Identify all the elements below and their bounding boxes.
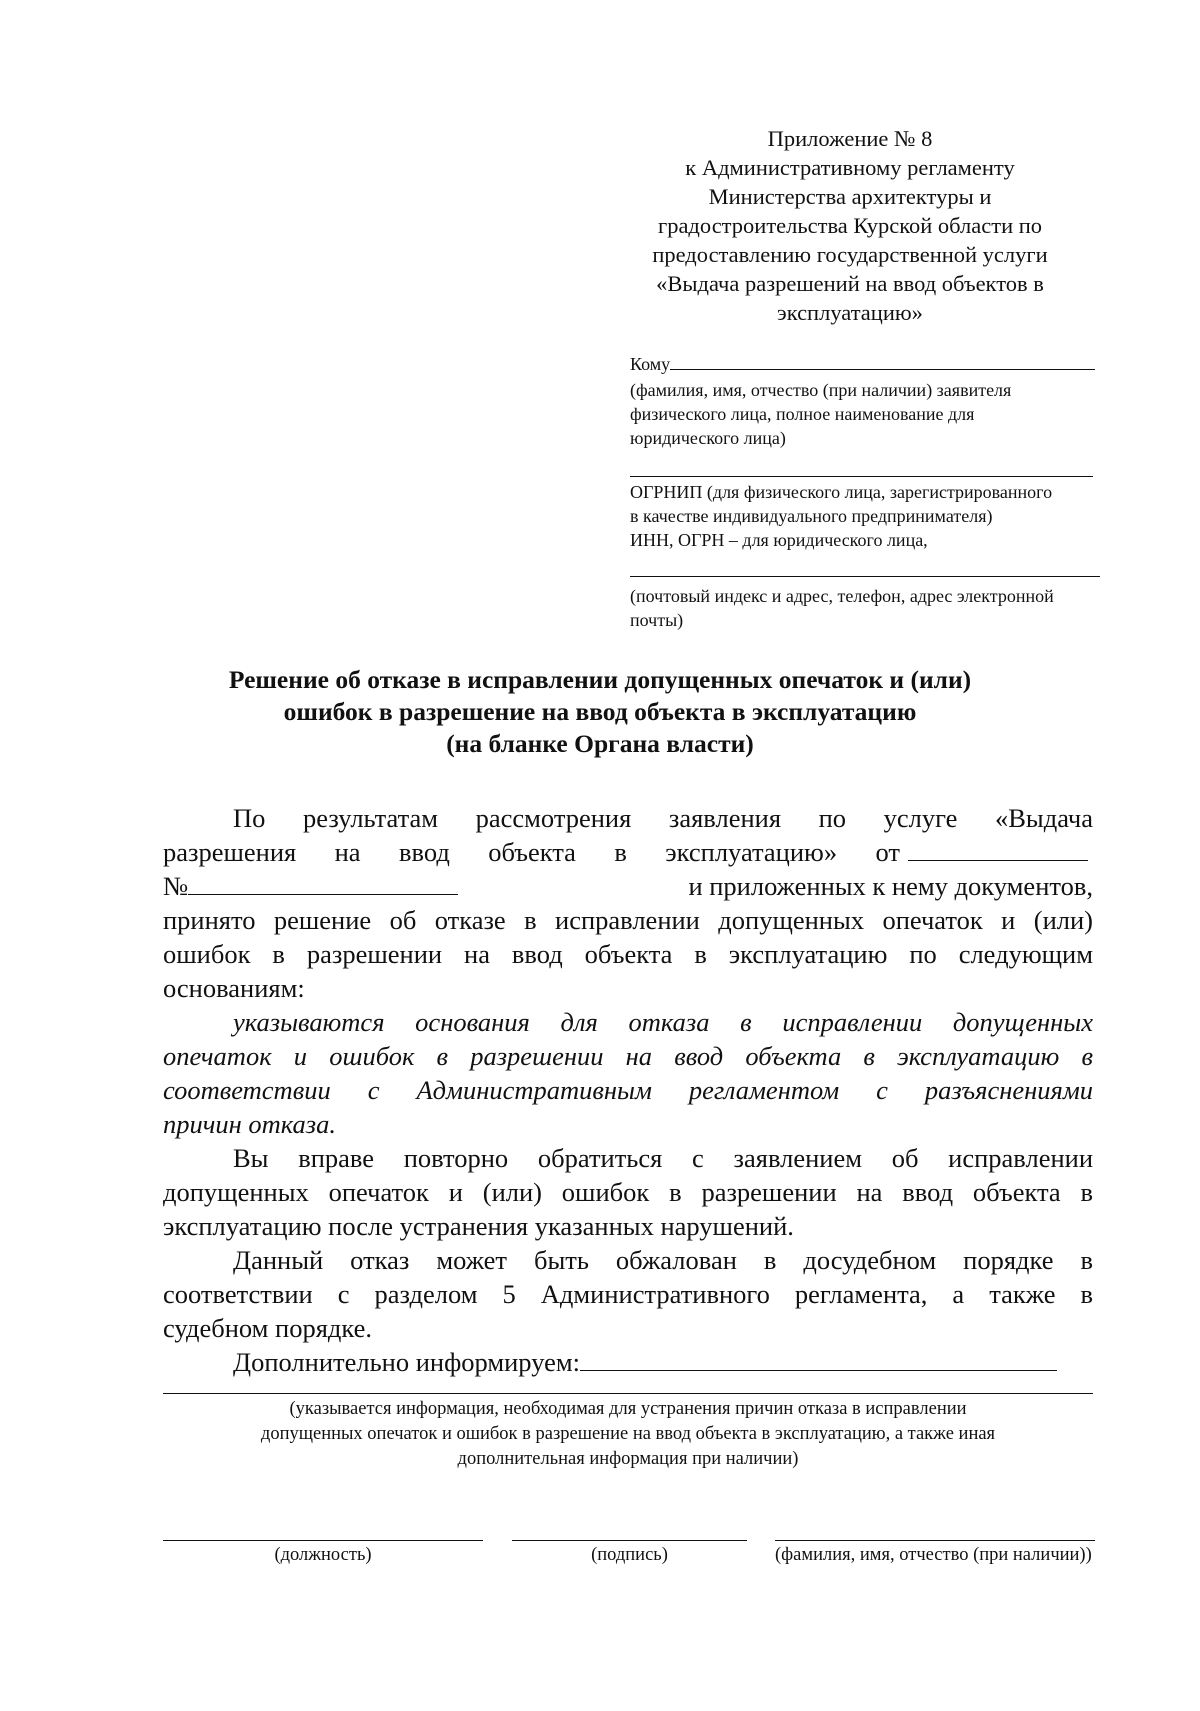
- reason-line: опечаток и ошибок в разрешении на ввод объекта в эксплуатацию в: [163, 1041, 1093, 1071]
- document-title: [0, 664, 1200, 760]
- body-line: принято решение об отказе в исправлении допущенных опечаток и (или): [163, 905, 1093, 935]
- body-line: По результатам рассмотрения заявления по услуге «Выдача: [233, 803, 1093, 833]
- reason-line: указываются основания для отказа в исправлении допущенных: [233, 1007, 1093, 1037]
- body-line: эксплуатацию после устранения указанных нарушений.: [163, 1211, 794, 1241]
- reason-line: соответствии с Административным регламентом с разъяснениями: [163, 1075, 1093, 1105]
- additional-info-line: [163, 1345, 1093, 1379]
- signature-blank: [512, 1540, 747, 1541]
- additional-info-label: Дополнительно информируем:: [233, 1347, 580, 1377]
- hint-line: физического лица, полное наименование для: [630, 404, 975, 424]
- additional-info-blank-line: [163, 1393, 1093, 1394]
- appendix-line: к Административному регламенту: [685, 155, 1015, 180]
- recipient-to: [630, 352, 1130, 376]
- appendix-header: [600, 124, 1100, 327]
- hint-line: (фамилия, имя, отчество (при наличии) заявителя: [630, 380, 1012, 400]
- appendix-line: эксплуатацию»: [777, 300, 923, 325]
- additional-info-blank: [580, 1369, 1057, 1371]
- title-line: ошибок в разрешение на ввод объекта в эксплуатацию: [283, 697, 917, 726]
- title-line: (на бланке Органа власти): [446, 729, 754, 758]
- title-line: Решение об отказе в исправлении допущенных опечаток и (или): [228, 665, 972, 694]
- date-blank: [908, 859, 1088, 861]
- hint-line: юридического лица): [630, 428, 786, 448]
- appendix-line: Министерства архитектуры и: [708, 184, 992, 209]
- body-line-number: [163, 869, 1093, 903]
- hint-line: ОГРНИП (для физического лица, зарегистрированного: [630, 482, 1053, 502]
- recipient-name-hint: [630, 378, 1130, 450]
- body-line: основаниям:: [163, 973, 305, 1003]
- body-text: [163, 801, 1093, 1379]
- note-line: (указывается информация, необходимая для устранения причин отказа в исправлении: [289, 1399, 967, 1419]
- body-line: ошибок в разрешении на ввод объекта в эксплуатацию по следующим: [163, 939, 1093, 969]
- note-line: допущенных опечаток и ошибок в разрешение на ввод объекта в эксплуатацию, а также иная: [260, 1424, 996, 1444]
- hint-line: (почтовый индекс и адрес, телефон, адрес электронной: [630, 586, 1054, 606]
- recipient-address-hint: [630, 584, 1130, 632]
- body-line: соответствии с разделом 5 Административного регламента, а также в: [163, 1279, 1093, 1309]
- recipient-name-blank: [670, 368, 1095, 370]
- note-line: дополнительная информация при наличии): [457, 1449, 799, 1469]
- appendix-line: «Выдача разрешений на ввод объектов в: [656, 271, 1044, 296]
- body-line-date: [163, 835, 1093, 869]
- reason-line: причин отказа.: [163, 1109, 337, 1139]
- hint-line: почты): [630, 610, 684, 630]
- appendix-line: предоставлению государственной услуги: [652, 242, 1048, 267]
- name-blank: [775, 1540, 1095, 1541]
- signature-caption: (подпись): [591, 1545, 668, 1565]
- body-line: разрешения на ввод объекта в эксплуатацию» от: [163, 837, 900, 867]
- appendix-line: градостроительства Курской области по: [657, 213, 1043, 238]
- position-caption: (должность): [274, 1545, 372, 1565]
- name-caption: (фамилия, имя, отчество (при наличии)): [775, 1545, 1092, 1565]
- recipient-id-hint: [630, 480, 1130, 552]
- appendix-line: Приложение № 8: [767, 126, 933, 151]
- recipient-address-blank: [630, 576, 1100, 577]
- hint-line: ИНН, ОГРН – для юридического лица,: [630, 530, 928, 550]
- body-line: и приложенных к нему документов,: [688, 871, 1093, 901]
- number-label: №: [163, 871, 189, 901]
- additional-info-note: [163, 1397, 1093, 1472]
- body-line: Данный отказ может быть обжалован в досудебном порядке в: [233, 1245, 1093, 1275]
- recipient-to-label: Кому: [630, 354, 671, 374]
- body-line: судебном порядке.: [163, 1313, 372, 1343]
- body-line: допущенных опечаток и (или) ошибок в разрешении на ввод объекта в: [163, 1177, 1093, 1207]
- body-line: Вы вправе повторно обратиться с заявлением об исправлении: [233, 1143, 1093, 1173]
- recipient-id-blank: [630, 476, 1093, 477]
- position-blank: [163, 1540, 483, 1541]
- hint-line: в качестве индивидуального предпринимателя): [630, 506, 993, 526]
- number-blank: [188, 893, 458, 895]
